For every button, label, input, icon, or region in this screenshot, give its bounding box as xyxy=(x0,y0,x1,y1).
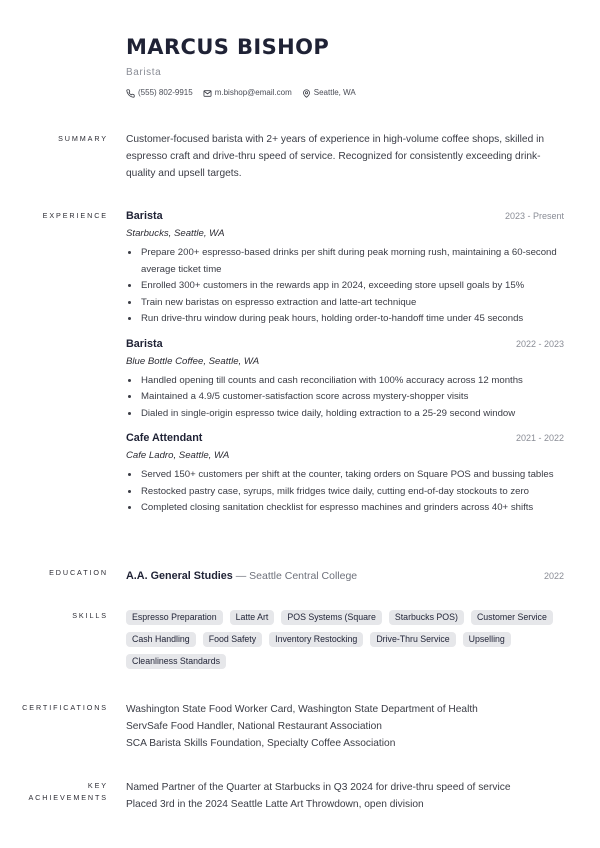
education-degree: A.A. General Studies xyxy=(126,570,233,582)
job-bullets xyxy=(126,467,564,517)
job-title: Cafe Attendant xyxy=(126,432,203,444)
achievements-label-line2: ACHIEVEMENTS xyxy=(28,793,108,802)
location-text: Seattle, WA xyxy=(313,88,356,97)
resume-header xyxy=(126,35,566,98)
certifications-list xyxy=(126,701,564,752)
phone-icon xyxy=(126,89,135,98)
job-header xyxy=(126,337,564,351)
job-bullet: • Train new baristas on espresso extraction and latte-art technique xyxy=(140,295,564,312)
job-header xyxy=(126,209,564,223)
achievement-item: Named Partner of the Quarter at Starbucks in Q3 2024 for drive-thru speed of service xyxy=(126,782,511,793)
skill-tag: Customer Service xyxy=(471,610,553,625)
candidate-name: MARCUS BISHOP xyxy=(126,35,330,59)
skill-tag: Espresso Preparation xyxy=(126,610,223,625)
job-company: Blue Bottle Coffee, Seattle, WA xyxy=(126,355,260,367)
job-bullets xyxy=(126,373,564,423)
education-year: 2022 xyxy=(543,571,564,581)
job-bullet: • Served 150+ customers per shift at the counter, taking orders on Square POS and bussing tables xyxy=(140,467,564,484)
email-text: m.bishop@email.com xyxy=(214,88,292,97)
job-company: Cafe Ladro, Seattle, WA xyxy=(126,450,230,461)
job-bullet: • Handled opening till counts and cash reconciliation with 100% accuracy across 12 months xyxy=(140,373,564,390)
skills-label: SKILLS xyxy=(72,611,108,620)
contact-location xyxy=(302,88,356,98)
contact-phone xyxy=(126,88,193,98)
job-dates: 2022 - 2023 xyxy=(515,338,564,349)
job-dates: 2021 - 2022 xyxy=(515,433,564,443)
job-bullet: • Enrolled 300+ customers in the rewards app in 2024, exceeding store upsell goals by 15% xyxy=(140,278,564,295)
job-entry xyxy=(126,431,564,517)
skill-tag: Latte Art xyxy=(230,610,275,625)
education-degree-line xyxy=(126,566,357,584)
certification-item: ServSafe Food Handler, National Restaurant Association xyxy=(126,721,382,732)
candidate-role: Barista xyxy=(126,67,162,78)
certification-item: Washington State Food Worker Card, Washington State Department of Health xyxy=(126,704,478,715)
mail-icon xyxy=(203,89,212,98)
job-bullets xyxy=(126,245,564,328)
job-title: Barista xyxy=(126,337,163,350)
skill-tag: Inventory Restocking xyxy=(269,632,363,647)
certification-item: SCA Barista Skills Foundation, Specialty Coffee Association xyxy=(126,738,396,749)
skill-tag: Cleanliness Standards xyxy=(126,654,226,669)
job-bullet: • Dialed in single-origin espresso twice daily, holding extraction to a 25-29 second window xyxy=(140,406,564,423)
skill-tag: Upselling xyxy=(463,632,511,647)
phone-text: (555) 802-9915 xyxy=(138,88,193,97)
contact-row xyxy=(126,88,566,98)
education-label: EDUCATION xyxy=(49,568,108,577)
job-header xyxy=(126,431,564,445)
achievement-item: Placed 3rd in the 2024 Seattle Latte Art Throwdown, open division xyxy=(126,799,424,810)
education-entry xyxy=(126,566,564,584)
skill-tag: Drive-Thru Service xyxy=(370,632,455,647)
education-separator: — xyxy=(232,570,250,582)
achievements-list xyxy=(126,779,564,813)
job-bullet: • Completed closing sanitation checklist for espresso machines and grinders across 40+ shifts xyxy=(140,500,564,517)
job-entry xyxy=(126,337,564,423)
experience-label: EXPERIENCE xyxy=(42,211,108,220)
skill-tag: POS Systems (Square xyxy=(281,610,382,625)
certifications-label: CERTIFICATIONS xyxy=(22,703,108,712)
job-entry xyxy=(126,209,564,328)
achievements-label xyxy=(28,780,108,804)
job-bullet: • Run drive-thru window during peak hours, holding order-to-handoff time under 45 seconds xyxy=(140,311,564,328)
job-company: Starbucks, Seattle, WA xyxy=(126,228,225,239)
job-bullet: • Maintained a 4.9/5 customer-satisfaction score across mystery-shopper visits xyxy=(140,389,564,406)
skill-tag: Food Safety xyxy=(203,632,262,647)
job-bullet: • Restocked pastry case, syrups, milk fridges twice daily, cutting end-of-day stockouts to zero xyxy=(140,484,564,501)
summary-text: Customer-focused barista with 2+ years of experience in high-volume coffee shops, skilled in espresso craft and drive-thru speed of service. Recognized for consistently exceeding drink-quality and upsell targets. xyxy=(126,134,544,179)
job-bullet: • Prepare 200+ espresso-based drinks per shift during peak morning rush, maintaining a 60-second average ticket time xyxy=(140,245,564,278)
contact-email xyxy=(203,88,292,98)
skill-tag: Cash Handling xyxy=(126,632,196,647)
location-pin-icon xyxy=(302,89,311,98)
experience-list xyxy=(126,209,564,517)
job-dates: 2023 - Present xyxy=(504,211,564,221)
education-school: Seattle Central College xyxy=(249,570,358,582)
job-title: Barista xyxy=(126,210,163,222)
skill-tag: Starbucks POS) xyxy=(389,610,464,625)
achievements-label-line1: KEY xyxy=(87,781,108,790)
summary-label: SUMMARY xyxy=(58,134,108,143)
skills-tag-list xyxy=(126,610,576,676)
